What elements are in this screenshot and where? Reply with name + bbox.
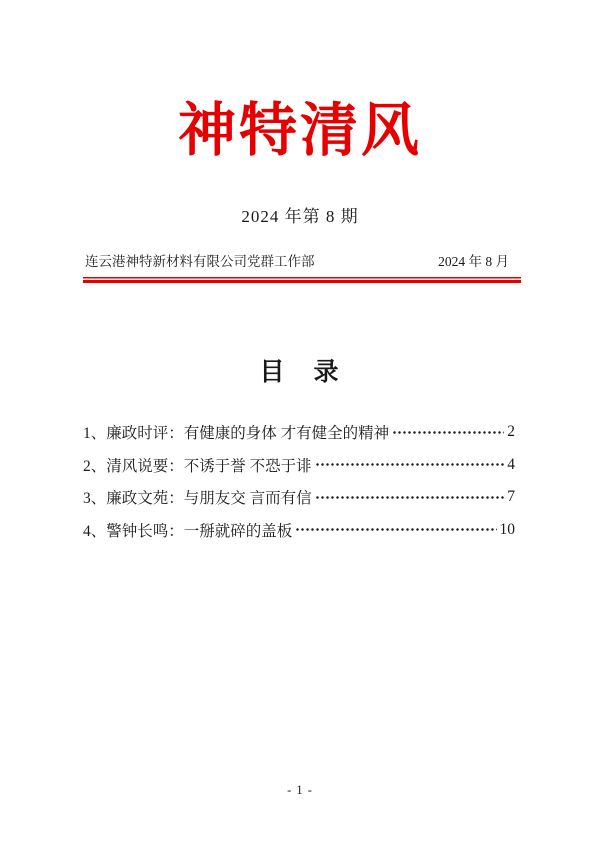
toc-dot-leader <box>315 449 505 482</box>
page-number-footer: - 1 - <box>287 783 313 797</box>
toc-item-page: 2 <box>507 423 515 441</box>
toc-dot-leader <box>315 481 505 514</box>
toc-item-page: 10 <box>499 520 515 538</box>
toc-item <box>83 481 515 514</box>
publisher-name: 连云港神特新材料有限公司党群工作部 <box>85 254 315 269</box>
toc-item-label: 1、廉政时评：有健康的身体 才有健全的精神 <box>83 425 390 443</box>
publish-date: 2024 年 8 月 <box>438 254 509 269</box>
toc-dot-leader <box>295 514 496 547</box>
issue-line: 2024 年第 8 期 <box>241 207 359 226</box>
toc-heading: 目 录 <box>259 359 341 386</box>
toc-item <box>83 416 515 449</box>
toc-dot-leader <box>392 416 504 449</box>
toc-item-page: 4 <box>507 455 515 473</box>
newsletter-title: 神特清风 <box>177 98 422 163</box>
publisher-row <box>85 250 509 270</box>
toc-item-page: 7 <box>507 488 515 506</box>
header-double-rule <box>83 277 521 283</box>
toc-item-label: 2、清风说要：不诱于誉 不恐于诽 <box>83 457 312 475</box>
toc-list <box>83 416 515 546</box>
toc-item-label: 4、警钟长鸣：一掰就碎的盖板 <box>83 522 293 540</box>
toc-item <box>83 449 515 482</box>
toc-item <box>83 514 515 547</box>
toc-item-label: 3、廉政文苑：与朋友交 言而有信 <box>83 490 312 508</box>
